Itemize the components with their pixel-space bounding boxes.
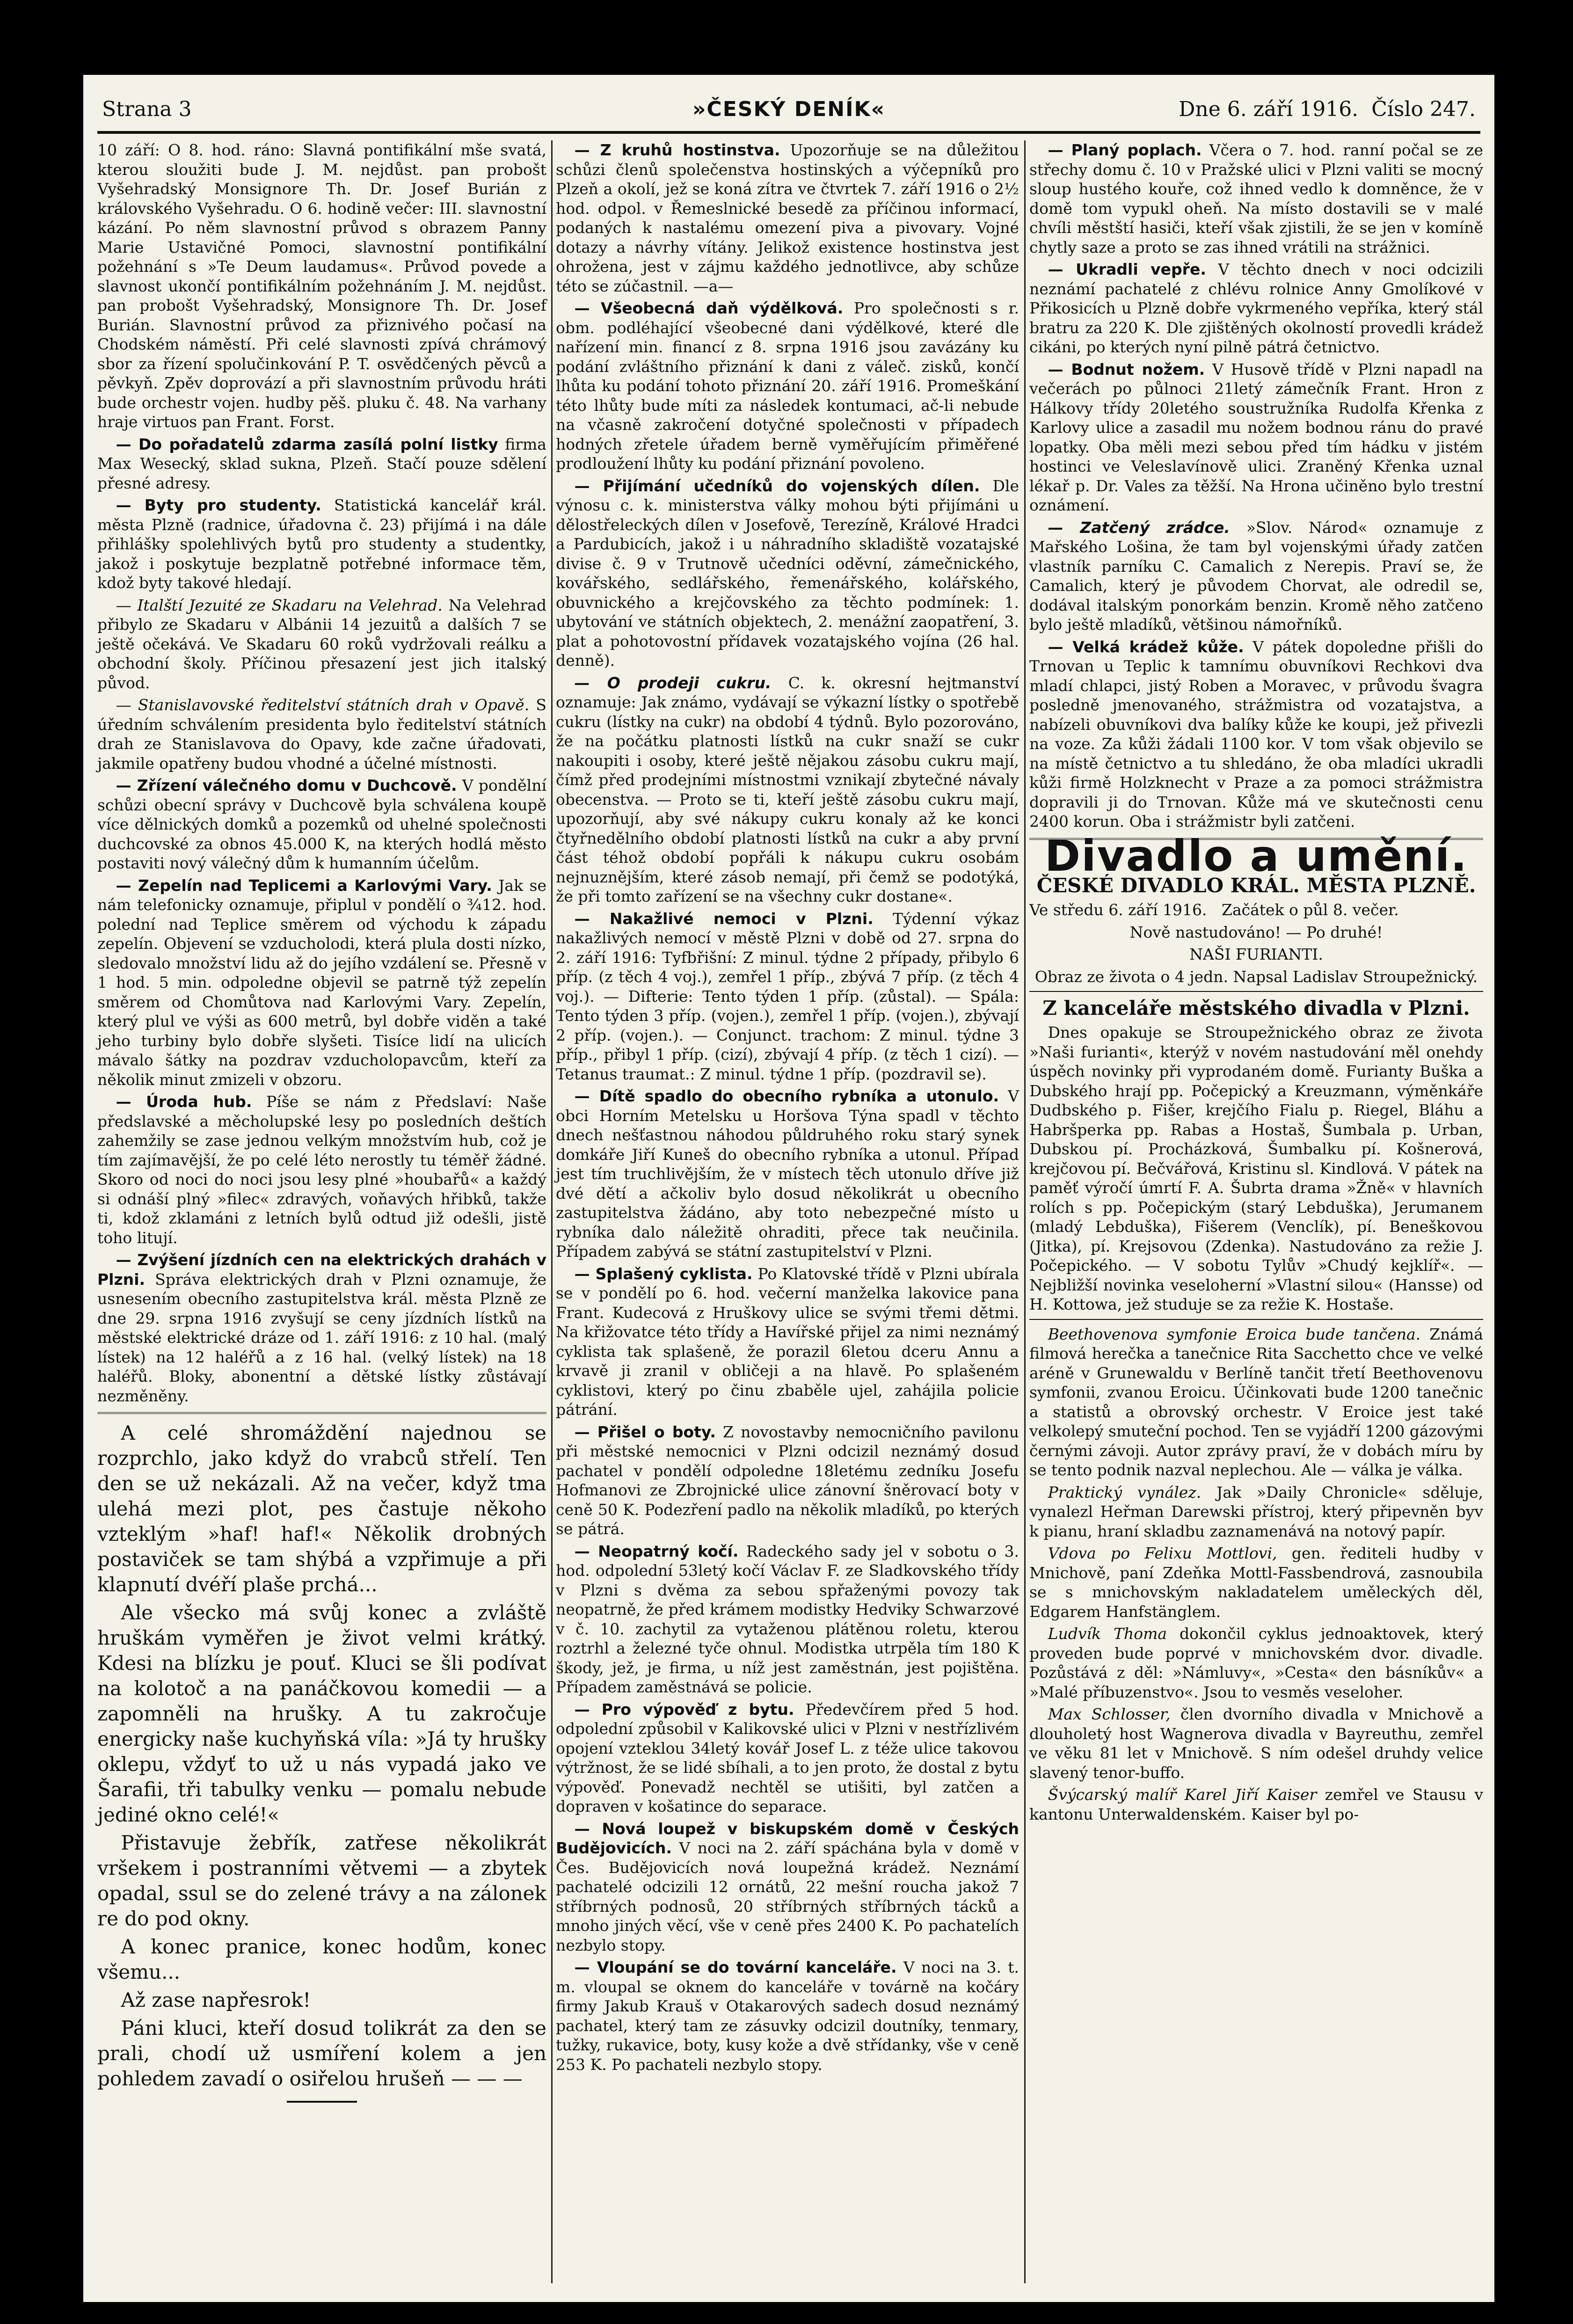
note-heading: Ludvík Thoma <box>1048 1625 1167 1643</box>
news-text: Upozorňuje se na důležitou schůzi členů společenstva hostinských a výčepníků pro Plzeň a okolí, jež se koná zítra ve čtvrtek 7. září 1916 o 2½ hod. odpol. v Řemeslnické besedě za příčinou informací, podaných k nastalému omezení piva a pivovary. Vojné dotazy a návrhy vítány. Jelikož existence hostinstva jest ohrožena, jest v zájmu každého jednotlivce, aby schůze této se zúčastnil. —a— <box>556 141 1019 295</box>
note-item <box>1029 1544 1483 1621</box>
news-item <box>1029 518 1483 634</box>
news-heading: — Zatčený zrádce. <box>1048 518 1230 537</box>
note-item <box>1029 1705 1483 1782</box>
note-heading: Vdova po Felixu Mottlovi, <box>1048 1544 1277 1562</box>
note-text: člen dvorního divadla v Mnichově a dlouholetý host Wagnerova divadla v Bayreuthu, zemřel ve věku 81 let v Mnichově. S ním odešel druhdy velice slavený tenor-buffo. <box>1029 1705 1483 1782</box>
news-text: Jak se nám telefonicky oznamuje, připlul v pondělí o ¾12. hod. polední nad Teplice směrem od východu k západu zepelín. Objevení se vzducholodi, která plula dosti nízko, sledovalo množství lidu až do jejího vzdálení se. Přesně v 1 hod. 5 min. odpoledne objevil se patrně týž zepelín směrem od Chomůtova nad Karlovými Vary. Zepelín, který plul ve výši as 600 metrů, byl dobře viděn a také jeho turbiny bylo dobře slyšeti. Tisíce lidí na ulicích mávalo šátky na pozdrav vzducholopavcům, kteří za několik minut zmizeli v obzoru. <box>97 876 546 1089</box>
feuilleton <box>97 1421 546 2091</box>
news-heading: — Planý poplach. <box>1048 141 1202 159</box>
news-text: firma Max Wesecký, sklad sukna, Plzeň. Stačí pouze sdělení přesné adresy. <box>97 435 546 492</box>
feuilleton-paragraph: Až zase napřesrok! <box>121 1989 311 2011</box>
news-item <box>97 495 546 593</box>
feuilleton-paragraph: A celé shromáždění najednou se rozprchlo, jako když do vrabců střelí. Ten den se už nekázali. Až na večer, když tma ulehá mezi plot, pes častuje někoho vzteklým »haf! haf!« Několik drobných postaviček se tam shýbá a vzpřimuje a při klapnutí dvéří plaše prchá... <box>97 1421 546 1596</box>
office-text: Dnes opakuje se Stroupežnického obraz ze života »Naši furianti«, kterýž v novém nastudování měl onehdy úspěch novinky při vyprodaném domě. Furianty Buška a Dubského hrají pp. Počepický a Kreuzmann, výměnkáře Dudbského p. Fišer, krejčího Fialu p. Riegel, Bláhu a Habršperka pp. Rabas a Hostaš, Šumbala p. Urban, Dubskou pí. Procházková, Šumbalku pí. Košnerová, krejčovou pí. Bečvářová, Kristinu sl. Kindlová. V pátek na paměť výročí úmrtí F. A. Šubrta drama »Žně« v hlavních rolích s pp. Počepickým (starý Lebduška), Jerumanem (mladý Lebduška), Fišerem (Venclík), pí. Beneškovou (Jitka), pí. Krejsovou (Zdenka). Nastudováno za režie J. Počepického. — V sobotu Tylův »Chudý kejklíř«. — Nejbližší novinka veseloherní »Vlastní silou« (Hansse) od H. Kottowa, jež studuje se za režie K. Hostaše. <box>1029 1023 1483 1313</box>
news-item <box>556 1700 1019 1816</box>
news-heading: — Přijímání učedníků do vojenských dílen. <box>574 476 980 495</box>
news-text: S úředním schválením presidenta bylo ředitelství státních drah ze Stanislavova do Opavy, kde začne úřadovati, jakmile opatřeny budou vhodné a účelné místnosti. <box>97 696 546 772</box>
news-text: V obci Horním Metelsku u Horšova Týna spadl v těchto dnech nešťastnou náhodou půldruhého roku starý synek domkáře Jiří Kuneš do obecního rybníka a utonul. Případ jest tím truchlivějším, že v místech těch utonulo dříve již dvé dětí a ačkoliv bylo dosud několikrát u obecního zastupitelstva žádáno, aby toto nebezpečné místo u rybníka dalo náležitě ohraditi, přece tak neučinila. Případem zabývá se státní zastupitelství v Plzni. <box>556 1087 1019 1260</box>
news-item <box>556 1819 1019 1955</box>
news-heading: — Zřízení válečného domu v Duchcově. <box>116 776 457 794</box>
news-text: Statistická kancelář král. města Plzně (radnice, úřadovna č. 23) přijímá i na dále přihlášky spolehlivých bytů pro studenty a studentky, jakož i poskytuje bezplatně potřebné informace těm, kdož byty takové hledají. <box>97 496 546 592</box>
news-heading: — Zvýšení jízdních cen na elektrických drahách v Plzni. <box>97 1251 546 1289</box>
news-heading: — Bodnut nožem. <box>1048 360 1205 379</box>
news-heading: — Nakažlivé nemoci v Plzni. <box>574 909 874 928</box>
feuilleton-paragraph: Přistavuje žebřík, zatřese několikrát vršekem i postranními větvemi — a zbytek opadal, ssul se do zelené trávy a na zálonek re do pod okny. <box>97 1831 546 1930</box>
divider <box>1029 1319 1483 1320</box>
theatre-play: NAŠI FURIANTI. <box>1189 945 1323 963</box>
news-item <box>1029 140 1483 257</box>
news-item <box>1029 637 1483 831</box>
date-text: Dne 6. září 1916. <box>1179 97 1359 121</box>
theatre-time <box>1029 900 1483 920</box>
feuilleton-divider <box>97 1412 546 1414</box>
news-item <box>556 1264 1019 1420</box>
news-item <box>97 435 546 493</box>
news-item <box>1029 260 1483 357</box>
news-text: Včera o 7. hod. ranní počal se ze střechy domu č. 10 v Pražské ulici v Plzni valiti se mocný sloup hustého kouře, což ihned vedlo k domněnce, že v domě tom vypukl oheň. Na místo dostavili se v malé chvíli městští hasiči, kteří však zjistili, že se jen v komíně chytly saze a proto se zas ihned vrátili na strážnici. <box>1029 141 1483 256</box>
header-rule <box>97 131 1480 134</box>
news-text: Na Velehrad přibylo ze Skadaru v Albánii 14 jezuitů a dalších 7 se ještě očekává. Ve Skadaru 60 roků vydržovali reálku a obchodní školy. Příčinou přesazení jest jich italský původ. <box>97 596 547 692</box>
note-text: dokončil cyklus jednoaktovek, který proveden bude poprvé v mnichovském dvor. divadle. Pozůstává z děl: »Námluvy«, »Cesta« den básníkův« a »Malé příbuzenstvo«. Jsou to vesměs veseloher. <box>1029 1625 1483 1701</box>
news-item <box>97 596 546 693</box>
page-number: Strana 3 <box>102 97 192 121</box>
office-heading: Z kanceláře městského divadla v Plzni. <box>1042 997 1470 1020</box>
news-item <box>556 1422 1019 1539</box>
news-text: Pro společnosti s r. obm. podléhající všeobecné dani výdělkové, které dle nařízení min. financí z 8. srpna 1916 jsou zavázány ku podání zvláštního přiznání k dani z váleč. zisků, končí lhůta ku podání tohoto přiznání 20. září 1916. Promeškání této lhůty bude míti za následek kontumaci, ač-li nebude na včasně zakročení dotyčné společnosti v případech hodných zřetele úřadem berně vyměřujícím přiměřené prodloužení lhůty ku podání přiznání povoleno. <box>556 299 1020 473</box>
news-text: V pondělní schůzi obecní správy v Duchcově byla schválena koupě více dělnických domků a pozemků od uhelné společnosti duchcovské za obnos 45.000 K, na kterých hodlá město postaviti nový válečný dům k humanním účelům. <box>97 776 546 872</box>
news-text: V noci na 3. t. m. vloupal se oknem do kanceláře v továrně na kočáry firmy Jakub Krauš v Otakarových sadech dosud neznámý pachatel, který tam ze zásuvky odcizil doutníky, tenmary, tužky, rukavice, boty, kusy kože a dvě střídanky, vše v ceně 253 K. Po pachateli nezbylo stopy. <box>556 1958 1019 2074</box>
note-item <box>1029 1785 1483 1824</box>
news-item <box>556 673 1019 906</box>
news-item <box>1029 360 1483 515</box>
news-heading: — Italští Jezuité ze Skadaru na Velehrad. <box>116 596 443 614</box>
column-1 <box>97 140 546 2112</box>
end-rule <box>287 2101 357 2103</box>
issue-date <box>1179 97 1476 121</box>
news-item <box>97 776 546 873</box>
divider <box>1029 991 1483 992</box>
feuilleton-paragraph: A konec pranice, konec hodům, konec všemu... <box>97 1935 546 1983</box>
news-item <box>97 1250 546 1406</box>
news-text: Po Klatovské třídě v Plzni ubírala se v pondělí po 6. hod. večerní manželka lakovice pana Frant. Kudecová z Hruškovy ulice se svými třemi dětmi. Na křižovatce této třídy a Havířské přijel za nimi neznámý cyklista tak splašeně, že porazil 6letou dceru Annu a krvavě ji zranil v obličeji a na hlavě. Po splašeném cyklistovi, který po činu zbaběle ujel, zahájila policie pátrání. <box>556 1264 1019 1419</box>
news-heading: — Všeobecná daň výdělková. <box>574 299 844 317</box>
issue-number: Číslo 247. <box>1371 97 1476 121</box>
news-heading: — Vloupání se do tovární kanceláře. <box>574 1958 897 1976</box>
news-heading: — Byty pro studenty. <box>116 496 321 514</box>
note-text: Známá filmová herečka a tanečnice Rita Sacchetto chce ve velké aréně v Grunewaldu v Berlíně tančit třetí Beethovenovu symfonii, zvanou Eroicu. Účinkovati bude 1200 tanečnic a statistů a obrovský orchestr. V Eroice jest také velkolepý smuteční pochod. Ten se vyjádří 1200 gázovými černými závoji. Autor zprávy praví, že v dobách míru by se tento podnik nazval neplechou. Ale — válka je válka. <box>1029 1325 1483 1479</box>
news-text: Z novostavby nemocničního pavilonu při městské nemocnici v Plzni odcizil neznámý dosud pachatel v pondělí odpoledne 18letému zedníku Josefu Hofmanovi ze Zbrojnické ulice zánovní šněrovací boty v ceně 50 K. Podezření padlo na několik mladíků, po kterých se pátrá. <box>556 1422 1019 1538</box>
theatre-note: Nově nastudováno! — Po druhé! <box>1129 923 1383 941</box>
news-text: C. k. okresní hejtmanství oznamuje: Jak známo, vydávají se výkazní lístky o spotřebě cukru (lístky na cukr) na období 4 týdnů. Bylo pozorováno, že na počátku platnosti lístků na cukr snaží se cukr nakoupiti i osoby, které ještě nějakou zásobu cukru mají, čímž před prodejními místnostmi vznikají zbytečné návaly obecenstva. — Proto se ti, kteří ještě zásobu cukru mají, upozorňují, aby své nákupy cukru konaly až ke konci čtyřnedělního období platnosti lístků na cukr a aby první část téhož období popřáli k nákupu cukru osobám nejnuznějším, které zásob nemají, při čemž se podotýká, že při tomto zařízení se na všechny cukr dostane«. <box>556 673 1019 905</box>
news-item <box>97 876 546 1090</box>
news-heading: — Nová loupež v biskupském domě v Českých Budějovicích. <box>556 1819 1019 1857</box>
article-text: 10 září: O 8. hod. ráno: Slavná pontifikální mše svatá, kterou sloužiti bude J. M. nejdůst. pan probošt Vyšehradský Monsignore Th. Dr. Josef Burián z královského Vyšehradu. O 6. hodině večer: III. slavnostní kázání. Po něm slavnostní průvod s obrazem Panny Marie Ustavičné Pomoci, slavnostní pontifikální požehnání s »Te Deum laudamus«. Průvod povede a slavnost ukončí pontifikálním požehnáním J. M. nejdůst. pan probošt Vyšehradský, Monsignore Th. Dr. Josef Burián. Slavnostní průvod za přiznivého počasí na Chodském náměstí. Při celé slavnosti zpívá chrámový sbor za řízení spolučinkování P. T. osvědčených pěvců a pěvkyň. Zpěv doprovází a při slavnostním průvodu hráti bude orchestr vojen. hudby pěš. pluku č. 48. Na varhany hraje virtuos pan Frant. Forst. <box>97 141 546 431</box>
newspaper-title: »ČESKÝ DENÍK« <box>692 97 886 121</box>
news-heading: — Zepelín nad Teplicemi a Karlovými Vary. <box>116 876 492 895</box>
news-item <box>556 299 1019 474</box>
feuilleton-paragraph: Ale všecko má svůj konec a zvláště hruškám vyměřen je život velmi krátký. Kdesi na blízku je pouť. Kluci se šli podívat na kolotoč a na panáčkovou komedii — a zapomněli na hrušky. A tu zakročuje energicky naše kuchyňská víla: »Já ty hrušky oklepu, vždyť to už u nás vypadá jako ve Šarafii, tři tabulky venku — pomalu nebude jediné okno celé!« <box>97 1601 546 1826</box>
news-item <box>556 1958 1019 2074</box>
news-text: V noci na 2. září spáchána byla v domě v Čes. Budějovicích nová loupežná krádež. Neznámí pachatelé odcizili 12 ornátů, 22 mešní roucha jakož 7 stříbrných podnosů, 20 stříbrných stříbrných tácků a mnoho jiných věcí, vše v ceně přes 2400 K. Po pachatelích nezbylo stopy. <box>556 1839 1019 1954</box>
news-text: Píše se nám z Předslaví: Naše předslavské a měcholupské lesy po posledních deštích zahemžily se zase jednou velkým množstvím hub, což je tím zajímavější, že po celé léto nerostly tu téměř žádné. Skoro od noci do noci jsou lesy plné »houbařů« a každý si odnáší plný »filec« zdravých, voňavých hřibků, takže ti, kdož zklamáni z letních bylů odtud již odešli, jistě toho litují. <box>97 1093 546 1247</box>
news-item <box>97 695 546 773</box>
feuilleton-paragraph: Páni kluci, kteří dosud tolikrát za den se prali, chodí už usmíření kolem a jen pohledem zavadí o osiřelou hrušeň — — — <box>97 2017 546 2090</box>
note-item <box>1029 1325 1483 1480</box>
news-item <box>556 1086 1019 1261</box>
news-text: V pátek dopoledne přišli do Trnovan u Teplic k tamnímu obuvníkovi Rechkovi dva mladí chlapci, jistý Roben a Moravec, v průvodu švagra posledně jmenovaného, strážmistra od vozatajstva, a nabízeli obuvníkovi dva balíky kůže ke koupi, jež přivezli na voze. Za kůži žádali 1100 kor. V tom však objevilo se na místě četnictvo a tu shledáno, že oba mladíci ukradli kůži firmě Holzknecht v Praze a za pomoci strážmistra dopravili ji do Trnovan. Kůže má ve skutečnosti cenu 2400 korun. Oba i strážmistr byli zatčeni. <box>1029 637 1483 831</box>
note-heading: Praktický vynález. <box>1048 1483 1202 1501</box>
section-title: Divadlo a umění. <box>1044 831 1468 881</box>
column-divider <box>551 140 553 2283</box>
news-heading: — Dítě spadlo do obecního rybníka a utonulo. <box>574 1087 999 1105</box>
news-heading: — Stanislavovské ředitelství státních drah v Opavě. <box>116 696 530 714</box>
news-text: Dle výnosu c. k. ministerstva války mohou býti přijímáni u dělostřeleckých dílen v Josefově, Terezíně, Králové Hradci a Pardubicích, jakož i u náhradního skladiště vozatajské divise č. 9 v Trutnově učedníci oděvní, zámečnického, kovářského, sedlářského, řemenářského, kolářského, obuvnického a krejčovského za těchto podmínek: 1. ubytování ve státních objektech, 2. menážní zaopatření, 3. plat a pohotovostní přídavek vozatajského vojína (26 hal. denně). <box>556 476 1020 670</box>
running-header <box>102 97 1476 125</box>
news-heading: — Splašený cyklista. <box>574 1264 753 1283</box>
theatre-start: Začátek o půl 8. večer. <box>1222 901 1399 919</box>
news-text: V Husově třídě v Plzni napadl na večerách po půlnoci 21letý zámečník Frant. Hron z Hálkovy třídy 20letého soustružníka Rudolfa Křenka z Karlovy ulice a zasadil mu nožem bodnou ránu do pravé lopatky. Oba měli mezi sebou před tím hádku v jistém hostinci ve Veleslavínově ulici. Zraněný Křenka uznal lékař p. Dr. Vales za těžší. Na Hrona učiněno bylo trestní oznámení. <box>1029 360 1483 514</box>
news-text: Týdenní výkaz nakažlivých nemocí v městě Plzni v době od 27. srpna do 2. září 1916: Tyfbřišní: Z minul. týdne 2 případy, přibylo 6 příp. (z těch 4 voj.), zemřel 1 příp., zbývá 7 příp. (z těch 4 voj.). — Difterie: Tento týden 1 příp. (zůstal). — Spála: Tento týden 3 příp. (vojen.), zemřel 1 příp. (vojen.), zbývají 2 příp. (vojen.). — Conjunct. trachom: Z minul. týdne 3 příp., přibyl 1 příp. (cizí), zbývají 4 příp. (z těch 1 cizí). — Tetanus traumat.: Z minul. týdne 1 příp. (pozdravil se). <box>556 909 1019 1083</box>
news-text: V těchto dnech v noci odcizili neznámí pachatelé z chlévu rolnice Anny Gmolíkové v Přikosicích u Plzně dobře vykrmeného vepříka, který stál bratru za 220 K. Dle zjištěných okolností provedli krádež cikáni, po kterých nyní pilně pátrá četnictvo. <box>1029 260 1483 356</box>
news-item <box>556 909 1019 1084</box>
news-heading: — Ukradli vepře. <box>1048 260 1206 278</box>
news-item <box>556 1542 1019 1697</box>
news-item <box>556 476 1019 670</box>
column-3 <box>1029 140 1483 1827</box>
note-item <box>1029 1483 1483 1541</box>
news-text: Předevčírem před 5 hod. odpolední způsobil v Kalikovské ulici v Plzni v nestřízlivém opojení vzteklou 34letý kovář Josef L. z téže ulice takovou výtržnost, že se lidé sbíhali, a to jen proto, že dostal z bytu výpověď. Ponevadž nechtěl se utišiti, byl zatčen a dopraven v košatince do separace. <box>556 1700 1019 1815</box>
theatre-date: Ve středu 6. září 1916. <box>1029 901 1207 919</box>
column-divider <box>1024 140 1026 2283</box>
note-text: gen. řediteli hudby v Mnichově, paní Zdeňka Mottl-Fassbendrová, zasnoubila se s mnichovským nakladatelem uměleckých děl, Edgarem Hanfstänglem. <box>1029 1544 1483 1621</box>
theatre-house: ČESKÉ DIVADLO KRÁL. MĚSTA PLZNĚ. <box>1036 874 1476 897</box>
note-heading: Švýcarský malíř Karel Jiří Kaiser <box>1048 1785 1317 1804</box>
news-heading: — Z kruhů hostinstva. <box>574 141 780 159</box>
news-item <box>97 1092 546 1247</box>
note-text: Jak »Daily Chronicle« sděluje, vynalezl Heřman Darewski přístroj, který připevněn byv k pianu, hraní skladbu zaznamenává na notový papír. <box>1029 1483 1483 1540</box>
news-heading: — Úroda hub. <box>116 1093 252 1111</box>
news-text: Správa elektrických drah v Plzni oznamuje, že usnesením obecního zastupitelstva král. města Plzně ze dne 29. srpna 1916 zvyšují se ceny jízdních lístků na městské elektrické dráze od 1. září 1916: z 10 hal. (malý lístek) na 12 haléřů a z 16 hal. (velký lístek) na 18 haléřů. Bloky, abonentní a dětské lístky zůstávají nezměněny. <box>97 1270 546 1405</box>
note-heading: Beethovenova symfonie Eroica bude tančena. <box>1048 1325 1421 1343</box>
news-text: »Slov. Národ« oznamuje z Mařského Lošina, že tam byl vojenskými úřady zatčen vlastník parníku C. Camalich z Nerepis. Praví se, že Camalich, který je původem Chorvat, ale odredil se, dodával italským ponorkám benzin. Kromě něho zatčeno bylo ještě mladíků, většinou námořníků. <box>1029 518 1483 634</box>
news-heading: — Pro výpověď z bytu. <box>574 1700 794 1719</box>
note-heading: Max Schlosser, <box>1048 1705 1171 1723</box>
news-heading: — O prodeji cukru. <box>574 673 772 692</box>
column-2 <box>556 140 1019 2077</box>
news-heading: — Neopatrný kočí. <box>574 1542 739 1560</box>
note-item <box>1029 1624 1483 1702</box>
theatre-description: Obraz ze života o 4 jedn. Napsal Ladislav Stroupežnický. <box>1034 967 1478 986</box>
news-heading: — Přišel o boty. <box>574 1422 716 1441</box>
newspaper-page <box>83 75 1494 2302</box>
news-heading: — Do pořadatelů zdarma zasílá polní listky <box>116 435 498 453</box>
news-text: Radeckého sady jel v sobotu o 3. hod. odpolední 53letý kočí Václav F. ze Sladkovského třídy v Plzni s dvěma za sebou spřaženými povozy tak neopatrně, že před krámem modistky Hedviky Schwarzové v č. 10. zachytil za vytaženou plátěnou roletu, kterou roztrhl a železné tyče ohnul. Modistka utrpěla tím 180 K škody, jež, je firma, u níž jest zaměstnán, jest pojištěna. Případem zaměstnává se policie. <box>556 1542 1019 1696</box>
news-heading: — Velká krádež kůže. <box>1048 637 1244 656</box>
news-item <box>556 140 1019 296</box>
note-text: zemřel ve Stausu v kantonu Unterwaldenském. Kaiser byl po- <box>1029 1785 1483 1823</box>
